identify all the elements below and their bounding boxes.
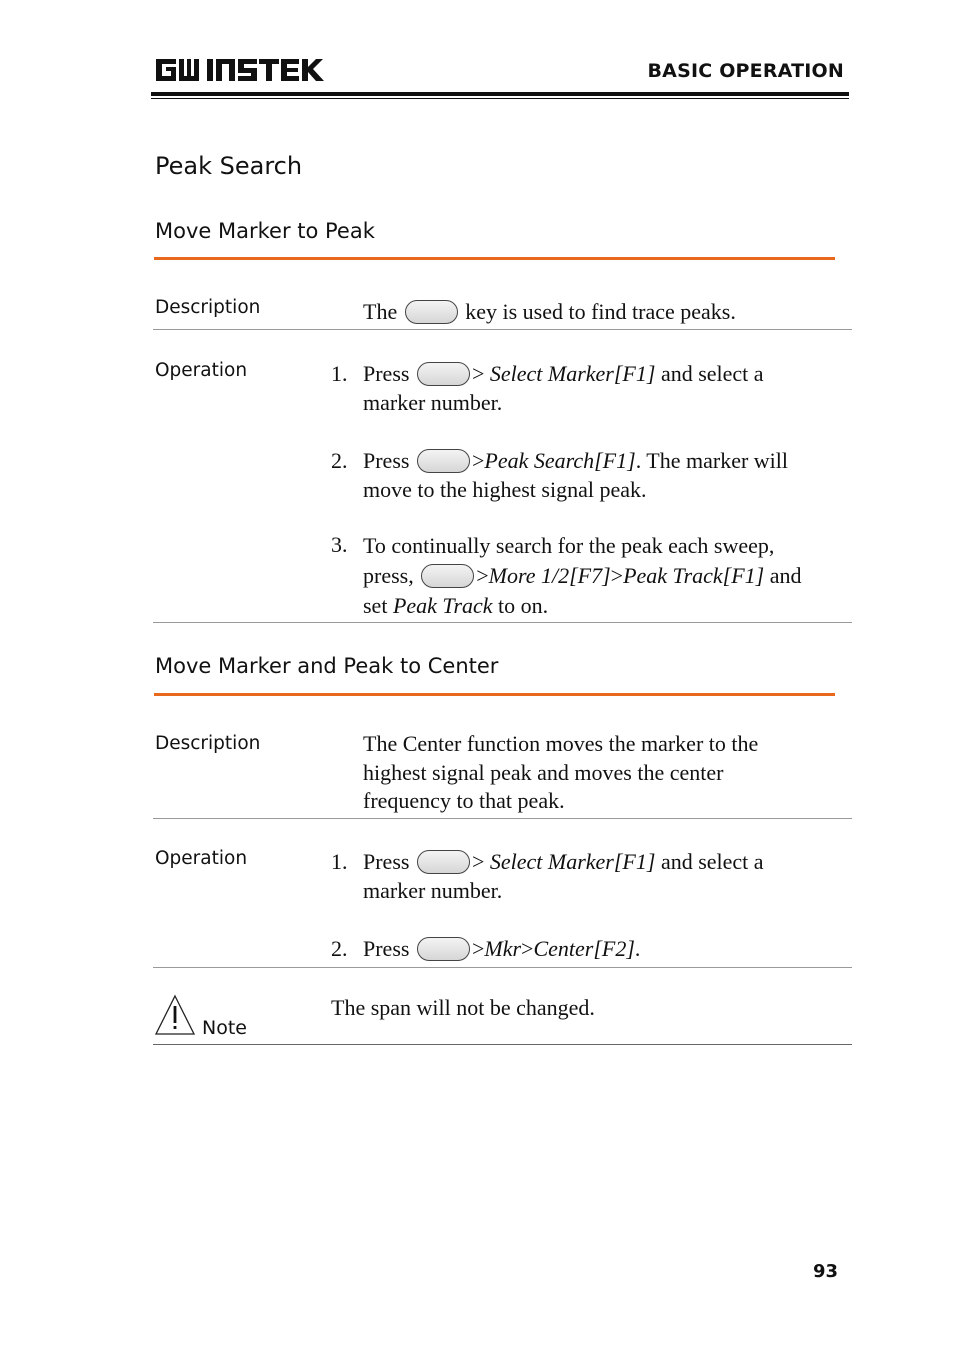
operation-label: Operation — [155, 360, 248, 381]
step-1-text: Press > Select Marker[F1] and select a marker number. — [363, 361, 764, 415]
step-number: 1. — [331, 361, 348, 386]
page-title: Peak Search — [155, 152, 303, 180]
step-2-text: Press >Mkr>Center[F2]. — [363, 936, 641, 961]
note-text: The span will not be changed. — [331, 995, 595, 1020]
description-text — [363, 298, 736, 327]
gw-instek-logo — [154, 55, 324, 85]
step-number: 3. — [331, 532, 348, 557]
operation-label: Operation — [155, 848, 248, 869]
warning-icon — [154, 994, 196, 1036]
page-number: 93 — [813, 1261, 839, 1282]
header-rule — [151, 92, 849, 96]
description-post: key is used to find trace peaks. — [465, 299, 736, 324]
peak-search-key-icon — [421, 564, 474, 588]
row-divider — [153, 329, 852, 330]
description-text: The Center function moves the marker to the highest signal peak and moves the center frequency to that peak. — [363, 731, 759, 813]
step-1-text: Press > Select Marker[F1] and select a marker number. — [363, 849, 764, 903]
description-label: Description — [155, 733, 261, 754]
peak-search-key-icon — [417, 449, 470, 473]
peak-search-key-icon — [405, 300, 458, 324]
section-title-move-marker-to-peak: Move Marker to Peak — [155, 219, 375, 243]
step-number: 2. — [331, 448, 348, 473]
header-rule-thin — [151, 98, 849, 99]
step-3-text: To continually search for the peak each sweep, press, >More 1/2[F7]>Peak Track[F1] and set Peak Track to on. — [363, 533, 802, 618]
section-title-move-marker-and-peak-to-center: Move Marker and Peak to Center — [155, 654, 499, 678]
section-rule — [154, 693, 835, 696]
row-divider — [153, 1044, 852, 1045]
section-rule — [154, 257, 835, 260]
step-2-text: Press >Peak Search[F1]. The marker will move to the highest signal peak. — [363, 448, 789, 502]
step-number: 2. — [331, 936, 348, 961]
note-label: Note — [202, 1017, 247, 1039]
step-number: 1. — [331, 849, 348, 874]
peak-search-key-icon — [417, 850, 470, 874]
peak-search-key-icon — [417, 937, 470, 961]
header-section-title: BASIC OPERATION — [647, 60, 844, 82]
row-divider — [153, 967, 852, 968]
description-label: Description — [155, 297, 261, 318]
description-pre: The — [363, 299, 398, 324]
peak-search-key-icon — [417, 362, 470, 386]
row-divider — [153, 622, 852, 623]
row-divider — [153, 818, 852, 819]
